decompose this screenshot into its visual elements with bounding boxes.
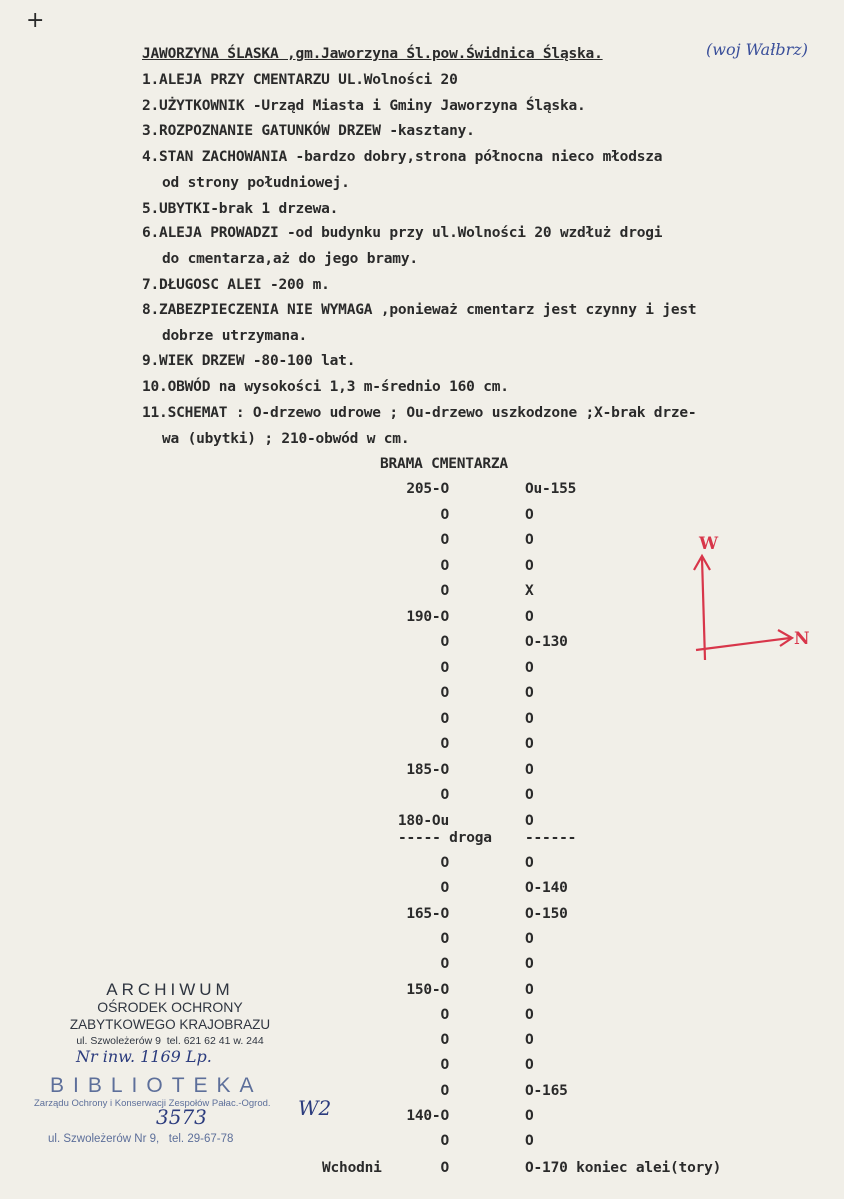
schema-right-tree: O (525, 608, 534, 625)
schema-right-tree: O (525, 1032, 534, 1049)
list-item: 11.SCHEMAT : O-drzewo udrowe ; Ou-drzewo uszkodzone ;X-brak drze- (142, 405, 697, 421)
schema-right-tree: O (525, 930, 534, 947)
schema-right-tree: O (525, 956, 534, 973)
schema-left-tree: O (440, 583, 449, 599)
schema-left-tree: O (440, 557, 449, 574)
schema-right-tree: O (525, 787, 534, 803)
schema-left-tree: O (440, 1082, 449, 1099)
north-arrow-line (696, 638, 790, 650)
schema-left-tree: 185-O (406, 761, 449, 778)
schema-right-tree: O (525, 685, 534, 701)
corner-cross-mark: + (26, 8, 45, 33)
stamp-archive-line2: OŚRODEK OCHRONY (97, 999, 243, 1015)
schema-right-tree: O-165 (525, 1082, 568, 1099)
schema-left-tree: O (440, 787, 449, 803)
schema-left-tree: 190-O (406, 608, 449, 625)
schema-left-tree: O (440, 736, 449, 752)
stamp-archive-line4: ul. Szwoleżerów 9 tel. 621 62 41 w. 244 (76, 1035, 264, 1047)
schema-left-tree: O (440, 1133, 449, 1150)
schema-right-tree: O (525, 1133, 534, 1150)
list-item: 5.UBYTKI-brak 1 drzewa. (142, 201, 339, 217)
list-item: 4.STAN ZACHOWANIA -bardzo dobry,strona północna nieco młodsza (142, 149, 663, 165)
schema-left-tree: 180-Ou (397, 812, 449, 829)
stamp-library-title: BIBLIOTEKA (50, 1074, 263, 1097)
schema-left-tree: 140-O (406, 1108, 449, 1124)
schema-right-tree: O (525, 659, 534, 676)
schema-left-tree: 205-O (406, 481, 449, 497)
list-item: 6.ALEJA PROWADZI -od budynku przy ul.Wolności 20 wzdłuż drogi (142, 225, 663, 241)
schema-left-tree: O (440, 855, 449, 871)
schema-left-tree: O (440, 1057, 449, 1074)
schema-right-tree: O (525, 506, 534, 523)
schema-left-tree: O (440, 685, 449, 701)
stamp-library-line3: ul. Szwoleżerów Nr 9, tel. 29-67-78 (48, 1133, 234, 1145)
schema-right-tree: O (525, 812, 534, 829)
schema-left-tree: O (440, 634, 449, 650)
schema-right-tree: O (525, 855, 534, 871)
gate-label: BRAMA CMENTARZA (380, 456, 508, 472)
document-title: JAWORZYNA ŚLASKA ,gm.Jaworzyna Śl.pow.Świdnica Śląska. (142, 46, 603, 62)
list-item: 10.OBWÓD na wysokości 1,3 m-średnio 160 cm. (142, 379, 509, 395)
stamp-archive-line3: ZABYTKOWEGO KRAJOBRAZU (69, 1017, 271, 1032)
schema-right-tree: O-140 (525, 880, 568, 897)
schema-left-tree: O (440, 930, 449, 947)
list-item: 2.UŻYTKOWNIK -Urząd Miasta i Gminy Jaworzyna Śląska. (142, 98, 586, 114)
schema-right-tree: O-130 (525, 634, 568, 650)
schema-right-tree: O (525, 761, 534, 778)
handwritten-margin-note: W2 (298, 1096, 332, 1120)
stamp-archive-title: ARCHIWUM (106, 980, 234, 999)
schema-left-tree: O (440, 1006, 449, 1023)
last-row-left: O (440, 1160, 449, 1176)
list-item: do cmentarza,aż do jego bramy. (162, 251, 418, 267)
list-item: 8.ZABEZPIECZENIA NIE WYMAGA ,ponieważ cmentarz jest czynny i jest (142, 302, 697, 318)
schema-left-tree: 165-O (406, 905, 449, 922)
handwritten-region-note: (woj Wałbrz) (706, 40, 808, 59)
handwritten-inventory-note: Nr inw. 1169 Lp. (76, 1047, 212, 1066)
last-row-right: O-170 koniec alei(tory) (525, 1160, 722, 1176)
schema-left-tree: O (440, 956, 449, 973)
schema-left-tree: 150-O (406, 981, 449, 998)
road-label-right: ------ (525, 830, 577, 846)
schema-right-tree: O (525, 710, 534, 727)
compass-north-label: N (794, 629, 810, 649)
list-item: od strony południowej. (162, 175, 350, 191)
schema-right-tree: O (525, 557, 534, 574)
last-row-label: Wchodni (322, 1160, 382, 1176)
schema-right-tree: O (525, 1057, 534, 1074)
schema-left-tree: O (440, 659, 449, 676)
schema-left-tree: O (440, 880, 449, 897)
schema-right-tree: Ou-155 (525, 481, 577, 497)
list-item: wa (ubytki) ; 210-obwód w cm. (162, 431, 410, 447)
schema-right-tree: O-150 (525, 905, 568, 922)
list-item: 3.ROZPOZNANIE GATUNKÓW DRZEW -kasztany. (142, 123, 475, 139)
list-item: 9.WIEK DRZEW -80-100 lat. (142, 353, 356, 369)
schema-right-tree: O (525, 1006, 534, 1023)
compass-west-label: W (699, 534, 719, 554)
schema-right-tree: O (525, 1108, 534, 1124)
schema-left-tree: O (440, 1032, 449, 1049)
schema-right-tree: O (525, 981, 534, 998)
list-item: dobrze utrzymana. (162, 328, 308, 344)
schema-right-tree: O (525, 532, 534, 548)
list-item: 1.ALEJA PRZY CMENTARZU UL.Wolności 20 (142, 72, 458, 88)
road-label-left: ----- droga (398, 830, 492, 846)
schema-right-tree: X (525, 583, 534, 599)
schema-left-tree: O (440, 506, 449, 523)
stamp-library-line2: Zarządu Ochrony i Konserwacji Zespołów Pałac.-Ogrod. (34, 1098, 271, 1109)
schema-left-tree: O (440, 532, 449, 548)
schema-left-tree: O (440, 710, 449, 727)
handwritten-library-number: 3573 (156, 1105, 207, 1129)
schema-right-tree: O (525, 736, 534, 752)
list-item: 7.DŁUGOSC ALEI -200 m. (142, 277, 330, 293)
west-arrow-line (702, 558, 705, 660)
